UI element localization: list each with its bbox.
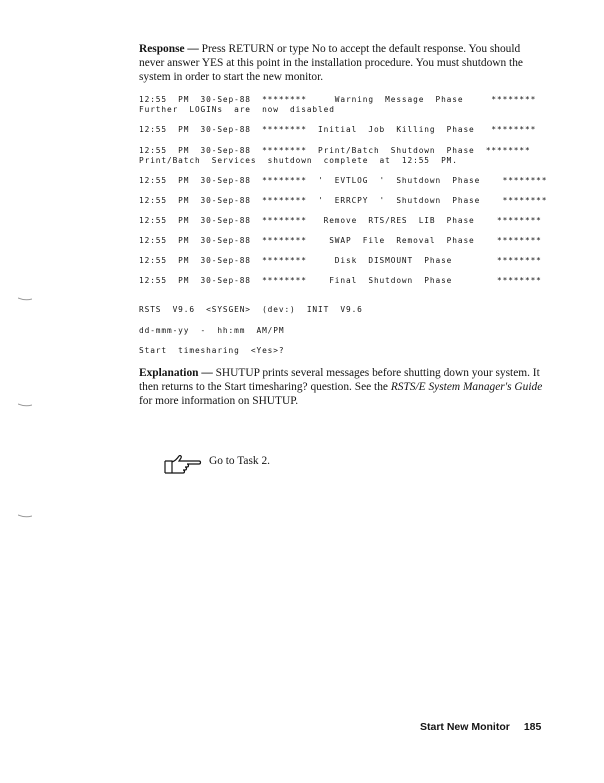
binding-mark <box>18 505 32 509</box>
console-line: dd-mmm-yy - hh:mm AM/PM <box>139 326 285 335</box>
console-line: 12:55 PM 30-Sep-88 ******** Remove RTS/RES LIB Phase ******** <box>139 216 542 225</box>
console-line: Further LOGINs are now disabled <box>139 105 335 114</box>
page-footer <box>420 721 541 733</box>
console-line: 12:55 PM 30-Sep-88 ******** Print/Batch Shutdown Phase ******** <box>139 146 531 155</box>
goto-instruction <box>163 455 270 475</box>
console-line: Start timesharing <Yes>? <box>139 346 285 355</box>
goto-text: Go to Task 2. <box>209 455 271 467</box>
page-number: 185 <box>523 721 542 733</box>
section-title: Start New Monitor <box>420 721 510 733</box>
binding-mark <box>18 394 32 398</box>
console-line: 12:55 PM 30-Sep-88 ******** Warning Message Phase ******** <box>139 95 537 104</box>
binding-mark <box>18 288 32 292</box>
console-line: 12:55 PM 30-Sep-88 ******** Disk DISMOUNT Phase ******** <box>139 256 542 265</box>
console-line: 12:55 PM 30-Sep-88 ******** SWAP File Removal Phase ******** <box>139 236 542 245</box>
response-paragraph <box>139 42 547 84</box>
pointing-hand-icon <box>163 455 203 475</box>
console-output <box>139 95 559 355</box>
response-lead: Response — <box>139 43 199 55</box>
explanation-text-end: for more information on SHUTUP. <box>139 395 299 407</box>
console-line: 12:55 PM 30-Sep-88 ******** ' EVTLOG ' Shutdown Phase ******** <box>139 176 548 185</box>
guide-title: RSTS/E System Manager's Guide <box>390 381 543 393</box>
console-line: 12:55 PM 30-Sep-88 ******** ' ERRCPY ' Shutdown Phase ******** <box>139 196 548 205</box>
explanation-paragraph <box>139 366 547 408</box>
console-line: Print/Batch Services shutdown complete at 12:55 PM. <box>139 156 458 165</box>
explanation-text: SHUTUP prints several messages before shutting down your system. It then returns to the Start timesharing? question. See the <box>139 367 540 393</box>
response-text: Press RETURN or type No to accept the default response. You should never answer YES at this point in the installation procedure. You must shutdown the system in order to start the new monitor. <box>139 43 523 83</box>
explanation-lead: Explanation — <box>139 367 213 379</box>
console-line: 12:55 PM 30-Sep-88 ******** Final Shutdown Phase ******** <box>139 276 542 285</box>
console-line: RSTS V9.6 <SYSGEN> (dev:) INIT V9.6 <box>139 305 363 314</box>
console-line: 12:55 PM 30-Sep-88 ******** Initial Job Killing Phase ******** <box>139 125 537 134</box>
